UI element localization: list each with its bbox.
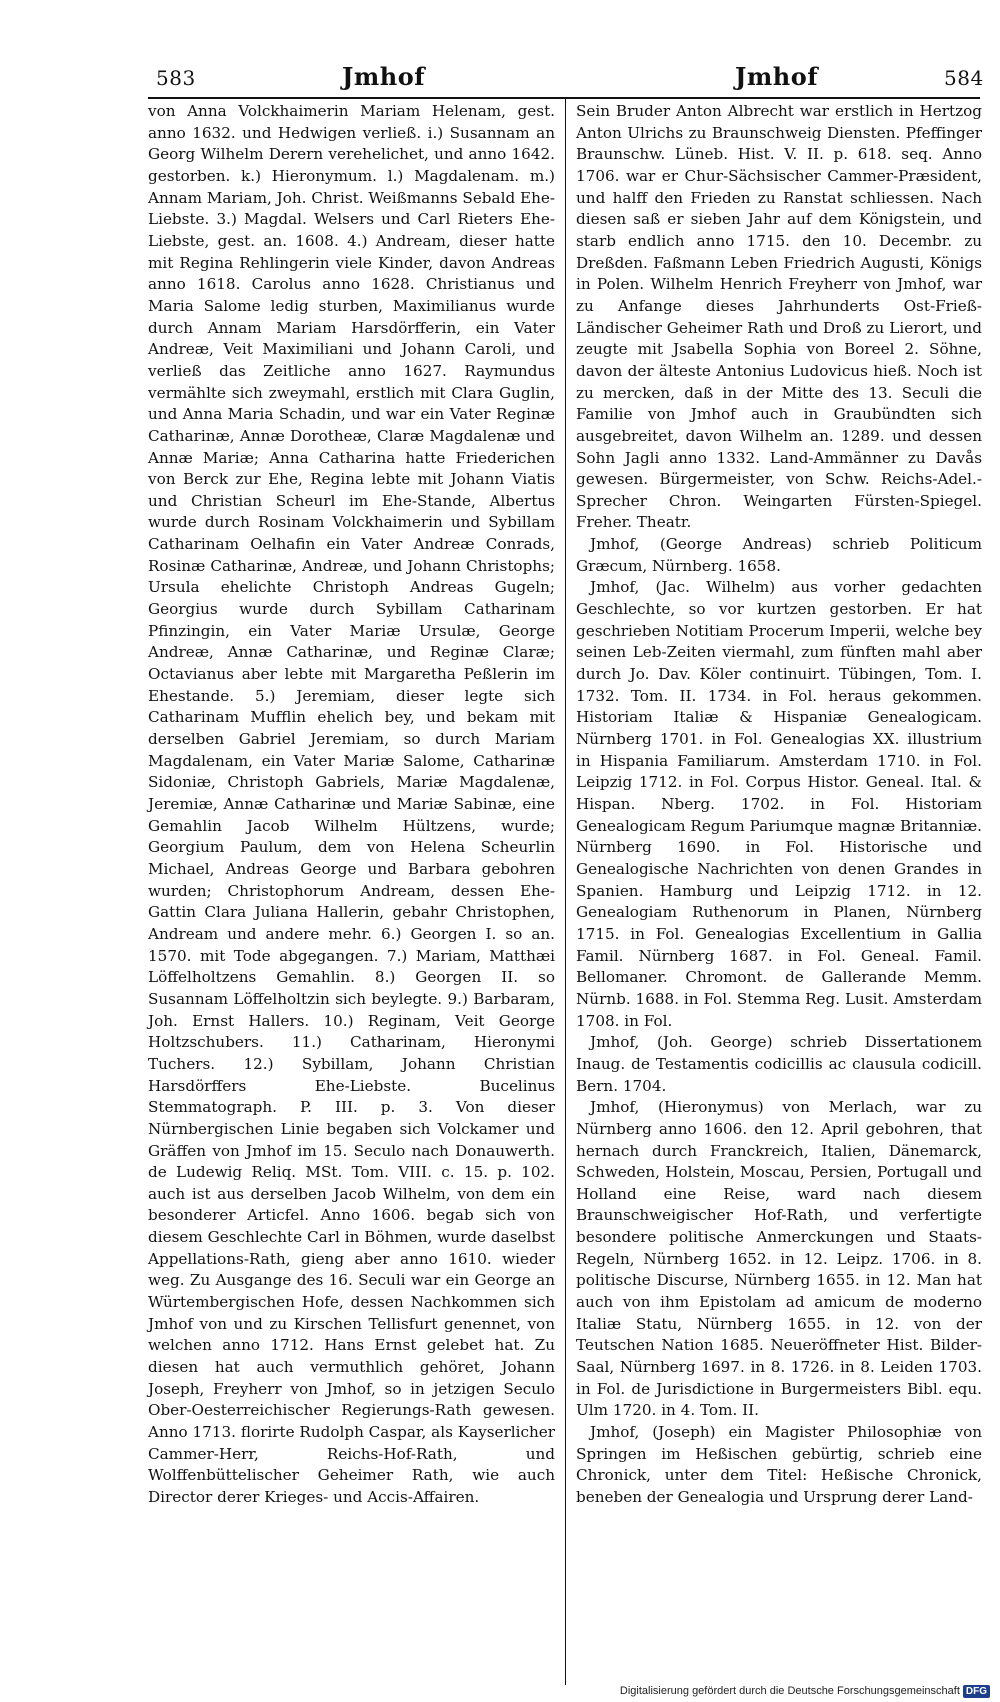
header-rule (148, 97, 980, 99)
digitization-credit (620, 1685, 990, 1698)
paragraph: von Anna Volckhaimerin Mariam Helenam, gest. anno 1632. und Hedwigen verließ. i.) Susannam an Georg Wilhelm Derern verehelichet, und anno 1642. gestorben. k.) Hieronymum. l.) Magdalenam. m.) Annam Mariam, Joh. Christ. Weißmanns Sebald Ehe-Liebste. 3.) Magdal. Welsers und Carl Rieters Ehe-Liebste, gest. an. 1608. 4.) Andream, dieser hatte mit Regina Rehlingerin viele Kinder, davon Andreas anno 1618. Carolus anno 1628. Christianus und Maria Salome ledig sturben, Maximilianus wurde durch Annam Mariam Harsdörfferin, ein Vater Andreæ, Veit Maximiliani und Johann Caroli, und verließ das Zeitliche anno 1627. Raymundus vermählte sich zweymahl, erstlich mit Clara Guglin, und Anna Maria Schadin, und war ein Vater Reginæ Catharinæ, Annæ Dorotheæ, Claræ Magdalenæ und Annæ Mariæ; Anna Catharina hatte Friederichen von Berck zur Ehe, Regina lebte mit Johann Viatis und Christian Scheurl im Ehe-Stande, Albertus wurde durch Rosinam Volckhaimerin und Sybillam Catharinam Oelhafin ein Vater Andreæ Conrads, Rosinæ Catharinæ, Andreæ, und Johann Christophs; Ursula ehelichte Christoph Andreas Gugeln; Georgius wurde durch Sybillam Catharinam Pfinzingin, ein Vater Mariæ Ursulæ, George Andreæ, Annæ Catharinæ, und Reginæ Claræ; Octavianus aber lebte mit Margaretha Peßlerin im Ehestande. 5.) Jeremiam, dieser legte sich Catharinam Mufflin ehelich bey, und bekam mit derselben Gabriel Jeremiam, so durch Mariam Magdalenam, ein Vater Mariæ Salome, Catharinæ Sidoniæ, Christoph Gabriels, Mariæ Magdalenæ, Jeremiæ, Annæ Catharinæ und Mariæ Sabinæ, eine Gemahlin Jacob Wilhelm Hültzens, wurde; Georgium Paulum, dem von Helena Scheurlin Michael, Andreas George und Barbara gebohren wurden; Christophorum Andream, dessen Ehe-Gattin Clara Juliana Hallerin, gebahr Christophen, Andream und andere mehr. 6.) Georgen I. so an. 1570. mit Tode abgegangen. 7.) Mariam, Matthæi Löffelholtzens Gemahlin. 8.) Georgen II. so Susannam Löffelholtzin sich beylegte. 9.) Barbaram, Joh. Ernst Hallers. 10.) Reginam, Veit George Holtzschubers. 11.) Catharinam, Hieronymi Tuchers. 12.) Sybillam, Johann Christian Harsdörffers Ehe-Liebste. Bucelinus Stemmatograph. P. III. p. 3. Von dieser Nürnbergischen Linie begaben sich Volckamer und Gräffen von Jmhof im 15. Seculo nach Donauwerth. de Ludewig Reliq. MSt. Tom. VIII. c. 15. p. 102. auch ist aus derselben Jacob Wilhelm, von dem ein besonderer Articfel. Anno 1606. begab sich von diesem Geschlechte Carl in Böhmen, wurde daselbst Appellations-Rath, gieng aber anno 1610. wieder weg. Zu Ausgange des 16. Seculi war ein George an Würtembergischen Hofe, dessen Nachkommen sich Jmhof von und zu Kirschen Tellisfurt genennet, von welchen anno 1712. Hans Ernst gelebet hat. Zu diesen hat auch vermuthlich gehöret, Johann Joseph, Freyherr von Jmhof, so in jetzigen Seculo Ober-Oesterreichischer Regierungs-Rath gewesen. Anno 1713. florirte Rudolph Caspar, als Kayserlicher Cammer-Herr, Reichs-Hof-Rath, und Wolffenbüttelischer Geheimer Rath, wie auch Director derer Krieges- und Accis-Affairen. (148, 102, 555, 1506)
left-page-number: 583 (156, 66, 196, 90)
right-running-headword: Jmhof (735, 62, 819, 91)
entry-george-andreas: Jmhof, (George Andreas) schrieb Politicum Græcum, Nürnberg. 1658. (576, 535, 982, 575)
credit-text: Digitalisierung gefördert durch die Deutsche Forschungsgemeinschaft (619, 1685, 960, 1697)
dfg-logo: DFG (963, 1685, 990, 1698)
left-column (148, 101, 555, 1509)
right-column (576, 101, 982, 1509)
entry-joseph: Jmhof, (Joseph) ein Magister Philosophiæ von Springen im Heßischen gebürtig, schrieb eine Chronick, unter dem Titel: Heßische Chronick, beneben der Genealogia und Ursprung derer Land- (576, 1423, 982, 1506)
left-running-headword: Jmhof (342, 62, 426, 91)
entry-joh-george: Jmhof, (Joh. George) schrieb Dissertationem Inaug. de Testamentis codicillis ac clausula codicill. Bern. 1704. (576, 1033, 982, 1095)
entry-jac-wilhelm: Jmhof, (Jac. Wilhelm) aus vorher gedachten Geschlechte, so vor kurtzen gestorben. Er hat geschrieben Notitiam Procerum Imperii, welche bey seinen Leb-Zeiten viermahl, zum fünften mahl aber durch Jo. Dav. Köler continuirt. Tübingen, Tom. I. 1732. Tom. II. 1734. in Fol. heraus gekommen. Historiam Italiæ & Hispaniæ Genealogicam. Nürnberg 1701. in Fol. Genealogias XX. illustrium in Hispania Familiarum. Amsterdam 1710. in Fol. Leipzig 1712. in Fol. Corpus Histor. Geneal. Ital. & Hispan. Nberg. 1702. in Fol. Historiam Genealogicam Regum Pariumque magnæ Britanniæ. Nürnberg 1690. in Fol. Historische und Genealogische Nachrichten von denen Grandes in Spanien. Hamburg und Leipzig 1712. in 12. Genealogiam Ruthenorum in Planen, Nürnberg 1715. in Fol. Genealogias Excellentium in Gallia Famil. Nürnberg 1687. in Fol. Geneal. Famil. Bellomaner. Chromont. de Gallerande Memm. Nürnb. 1688. in Fol. Stemma Reg. Lusit. Amsterdam 1708. in Fol. (576, 578, 982, 1030)
paragraph: Sein Bruder Anton Albrecht war erstlich in Hertzog Anton Ulrichs zu Braunschweig Diensten. Pfeffinger Braunschw. Lüneb. Hist. V. II. p. 618. seq. Anno 1706. war er Chur-Sächsischer Cammer-Præsident, und halff den Frieden zu Ranstat schliessen. Nach diesen saß er sieben Jahr auf dem Königstein, und starb endlich anno 1715. den 10. Decembr. zu Dreßden. Faßmann Leben Friedrich Augusti, Königs in Polen. Wilhelm Henrich Freyherr von Jmhof, war zu Anfange dieses Jahrhunderts Ost-Frieß-Ländischer Geheimer Rath und Droß zu Lierort, und zeugte mit Jsabella Sophia von Boreel 2. Söhne, davon der älteste Antonius Ludovicus hieß. Noch ist zu mercken, daß in der Mitte des 13. Seculi die Familie von Jmhof auch in Graubündten sich ausgebreitet, davon Wilhelm an. 1289. und dessen Sohn Jagli anno 1332. Land-Ammänner zu Davås gewesen. Bürgermeister, von Schw. Reichs-Adel.-Sprecher Chron. Weingarten Fürsten-Spiegel. Freher. Theatr. (576, 102, 982, 532)
entry-hieronymus: Jmhof, (Hieronymus) von Merlach, war zu Nürnberg anno 1606. den 12. April gebohren, that hernach durch Franckreich, Italien, Dänemarck, Schweden, Holstein, Moscau, Persien, Portugall und Holland eine Reise, ward nach diesem Braunschweigischer Hof-Rath, und verfertigte besondere politische Anmerckungen und Staats-Regeln, Nürnberg 1652. in 12. Leipz. 1706. in 8. politische Discurse, Nürnberg 1655. in 12. Man hat auch von ihm Epistolam ad amicum de moderno Italiæ Statu, Nürnberg 1655. in 12. von der Teutschen Nation 1685. Neueröffneter Hist. Bilder-Saal, Nürnberg 1697. in 8. 1726. in 8. Leiden 1703. in Fol. de Jurisdictione in Burgermeisters Bibl. equ. Ulm 1720. in 4. Tom. II. (576, 1098, 982, 1420)
right-page-number: 584 (944, 66, 984, 90)
column-divider (565, 99, 566, 1685)
